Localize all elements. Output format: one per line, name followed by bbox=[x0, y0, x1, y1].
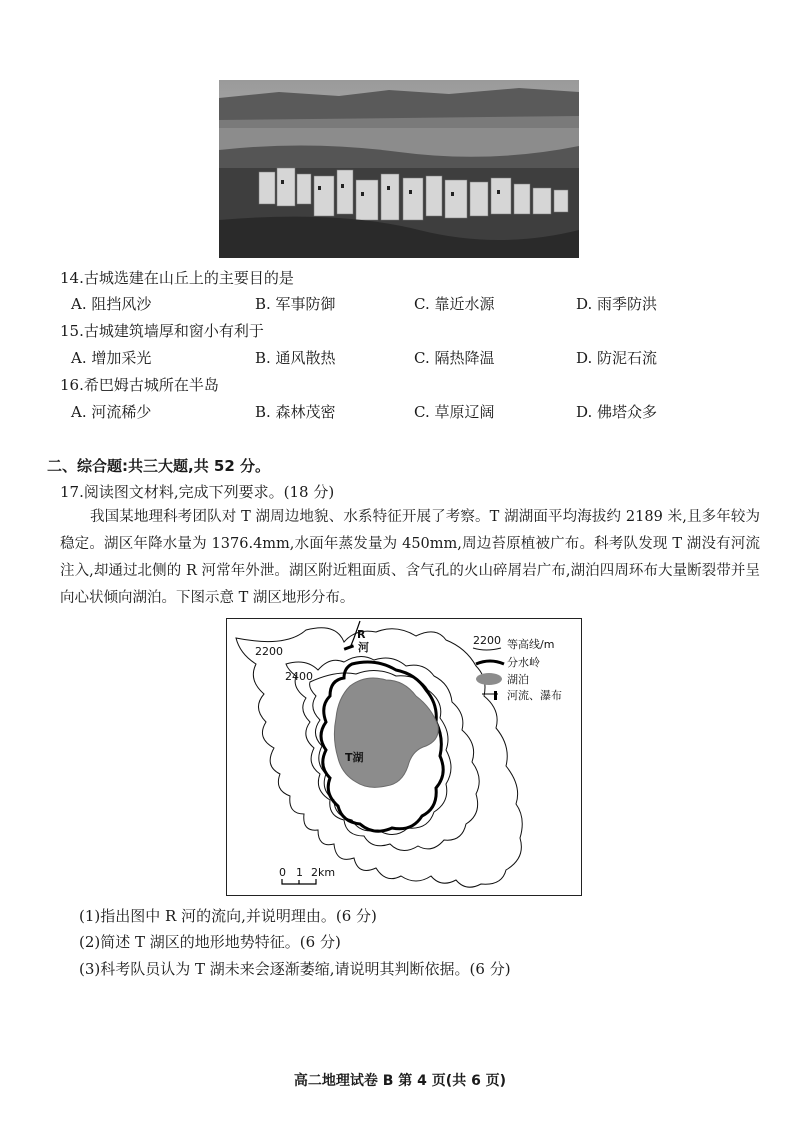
q14-option-a[interactable]: A. 阻挡风沙 bbox=[71, 295, 152, 313]
scale-one: 1 bbox=[296, 866, 303, 879]
question-17-stem: 17.阅读图文材料,完成下列要求。(18 分) bbox=[60, 483, 335, 501]
legend-lake-icon bbox=[476, 673, 502, 685]
question-14-stem: 14.古城选建在山丘上的主要目的是 bbox=[60, 269, 294, 287]
legend-divide-label: 分水岭 bbox=[507, 656, 540, 669]
page-footer: 高二地理试卷 B 第 4 页(共 6 页) bbox=[293, 1073, 507, 1089]
q14-option-b[interactable]: B. 军事防御 bbox=[255, 295, 336, 313]
q16-option-d[interactable]: D. 佛塔众多 bbox=[576, 403, 658, 421]
question-16-stem: 16.希巴姆古城所在半岛 bbox=[60, 376, 219, 394]
contour-2200-label: 2200 bbox=[255, 645, 283, 658]
q17-subquestion-3: (3)科考队员认为 T 湖未来会逐渐萎缩,请说明其判断依据。(6 分) bbox=[79, 960, 511, 978]
contour-2400-label: 2400 bbox=[285, 670, 313, 683]
question-17-paragraph: 我国某地理科考团队对 T 湖周边地貌、水系特征开展了考察。T 湖湖面平均海拔约 2189 米,且多年较为稳定。湖区年降水量为 1376.4mm,水面年蒸发量为 450mm,周边苔原植被广布。科考队发现 T 湖没有河流注入,却通过北侧的 R 河常年外泄。湖区附近粗面质、含气孔的火山碎屑岩广布,湖泊四周环布大量断裂带并呈向心状倾向湖泊。下图示意 T 湖区地形分布。 bbox=[60, 509, 760, 606]
question-15-stem: 15.古城建筑墙厚和窗小有利于 bbox=[60, 322, 264, 340]
t-lake-terrain-map bbox=[226, 618, 582, 896]
q15-option-a[interactable]: A. 增加采光 bbox=[71, 349, 152, 367]
q14-option-d[interactable]: D. 雨季防洪 bbox=[576, 295, 658, 313]
legend-contour-label: 等高线/m bbox=[507, 638, 555, 651]
legend-lake-label: 湖泊 bbox=[507, 673, 529, 686]
legend-contour-value: 2200 bbox=[473, 634, 501, 647]
q15-option-c[interactable]: C. 隔热降温 bbox=[414, 349, 495, 367]
legend-waterfall-icon bbox=[494, 691, 497, 700]
river-label-he: 河 bbox=[358, 641, 369, 654]
q14-option-c[interactable]: C. 靠近水源 bbox=[414, 295, 495, 313]
river-label-r: R bbox=[357, 628, 366, 641]
q16-option-a[interactable]: A. 河流稀少 bbox=[71, 403, 152, 421]
section-title: 二、综合题:共三大题,共 52 分。 bbox=[47, 457, 271, 475]
q15-option-b[interactable]: B. 通风散热 bbox=[255, 349, 336, 367]
legend-river-label: 河流、瀑布 bbox=[507, 689, 562, 702]
q16-option-c[interactable]: C. 草原辽阔 bbox=[414, 403, 495, 421]
q16-option-b[interactable]: B. 森林茂密 bbox=[255, 403, 336, 421]
q17-subquestion-1: (1)指出图中 R 河的流向,并说明理由。(6 分) bbox=[79, 907, 377, 925]
q15-option-d[interactable]: D. 防泥石流 bbox=[576, 349, 658, 367]
old-city-photo bbox=[219, 80, 579, 258]
q17-subquestion-2: (2)简述 T 湖区的地形地势特征。(6 分) bbox=[79, 933, 341, 951]
scale-zero: 0 bbox=[279, 866, 286, 879]
lake-label: T湖 bbox=[345, 751, 364, 764]
scale-two: 2km bbox=[311, 866, 336, 879]
